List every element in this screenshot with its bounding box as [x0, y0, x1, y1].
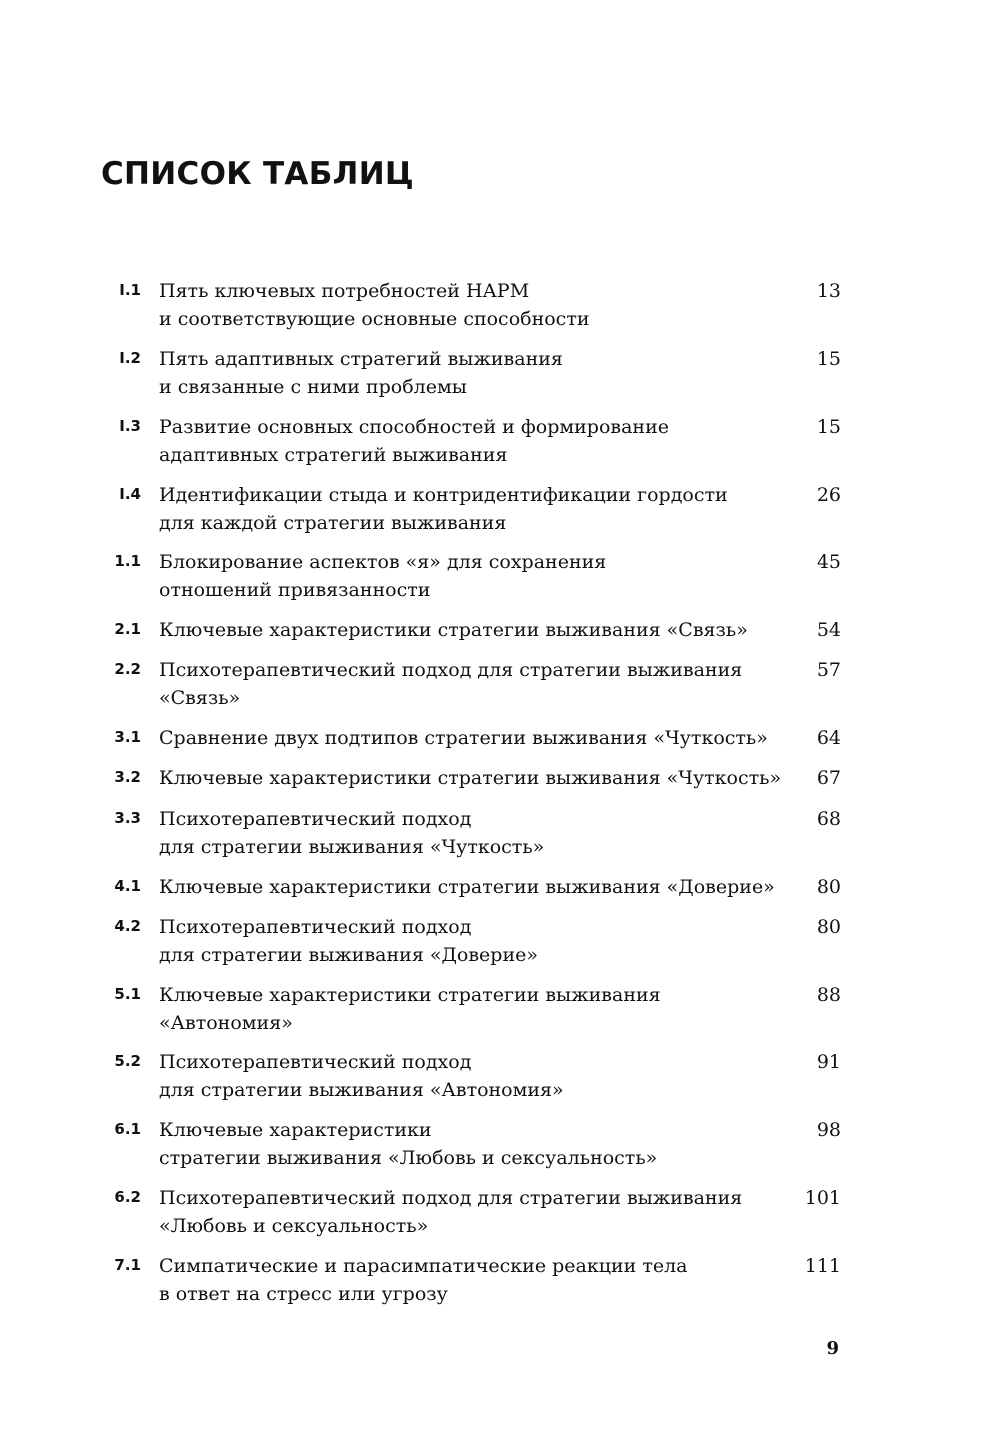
entry-title: Психотерапевтический подход для стратегии выживания «Связь»: [159, 659, 743, 709]
entry-number: 2.1: [114, 620, 141, 638]
list-item: [101, 1117, 841, 1177]
entry-number: 6.2: [114, 1188, 141, 1206]
entry-title: Развитие основных способностей и формирование адаптивных стратегий выживания: [159, 416, 669, 466]
entry-title: Психотерапевтический подход для стратегии выживания «Чуткость»: [159, 808, 545, 858]
list-item: [101, 346, 841, 406]
list-item: [101, 982, 841, 1042]
entry-title: Сравнение двух подтипов стратегии выживания «Чуткость»: [159, 727, 768, 749]
entry-page: 45: [816, 551, 841, 573]
entry-title: Идентификации стыда и контридентификации гордости для каждой стратегии выживания: [159, 484, 728, 534]
entry-number: 5.1: [114, 985, 141, 1003]
entry-page: 68: [816, 808, 841, 830]
entry-number: 2.2: [114, 660, 141, 678]
entry-title: Ключевые характеристики стратегии выживания «Автономия»: [159, 984, 661, 1034]
entry-page: 15: [816, 348, 841, 370]
page-title: СПИСОК ТАБЛИЦ: [101, 156, 414, 192]
entry-page: 91: [816, 1051, 841, 1073]
entry-title: Блокирование аспектов «я» для сохранения отношений привязанности: [159, 551, 607, 601]
entry-page: 64: [816, 727, 841, 749]
entry-number: 3.1: [114, 728, 141, 746]
entry-page: 26: [816, 484, 841, 506]
entry-page: 88: [816, 984, 841, 1006]
entry-number: 3.3: [114, 809, 141, 827]
entry-page: 101: [804, 1187, 841, 1209]
entry-title: Симпатические и парасимпатические реакции тела в ответ на стресс или угрозу: [159, 1255, 688, 1305]
list-item: [101, 657, 841, 717]
entry-number: 4.2: [114, 917, 141, 935]
list-item: [101, 1253, 841, 1313]
entry-title: Ключевые характеристики стратегии выживания «Чуткость»: [159, 767, 782, 789]
entry-page: 67: [816, 767, 841, 789]
entry-title: Ключевые характеристики стратегии выживания «Доверие»: [159, 876, 775, 898]
entry-page: 98: [816, 1119, 841, 1141]
entry-page: 13: [816, 280, 841, 302]
list-item: [101, 414, 841, 474]
entry-title: Пять адаптивных стратегий выживания и связанные с ними проблемы: [159, 348, 563, 398]
list-item: [101, 806, 841, 866]
entry-page: 15: [816, 416, 841, 438]
entry-number: 5.2: [114, 1052, 141, 1070]
entry-title: Ключевые характеристики стратегии выживания «Любовь и сексуальность»: [159, 1119, 658, 1169]
entry-page: 54: [816, 619, 841, 641]
entry-title: Психотерапевтический подход для стратегии выживания «Любовь и сексуальность»: [159, 1187, 743, 1237]
entry-page: 80: [816, 916, 841, 938]
entry-number: 4.1: [114, 877, 141, 895]
list-item: [101, 1185, 841, 1245]
entry-number: I.3: [119, 417, 141, 435]
list-item: [101, 482, 841, 542]
entry-number: 3.2: [114, 768, 141, 786]
entry-page: 80: [816, 876, 841, 898]
entry-title: Психотерапевтический подход для стратегии выживания «Доверие»: [159, 916, 538, 966]
entry-page: 111: [804, 1255, 841, 1277]
list-item: [101, 914, 841, 974]
list-item: [101, 1049, 841, 1109]
entry-title: Ключевые характеристики стратегии выживания «Связь»: [159, 619, 748, 641]
list-item: [101, 278, 841, 338]
entry-number: 6.1: [114, 1120, 141, 1138]
entry-title: Психотерапевтический подход для стратегии выживания «Автономия»: [159, 1051, 564, 1101]
entry-number: I.2: [119, 349, 141, 367]
list-item: [101, 549, 841, 609]
entry-number: 7.1: [114, 1256, 141, 1274]
entry-page: 57: [816, 659, 841, 681]
entry-number: I.4: [119, 485, 141, 503]
entry-title: Пять ключевых потребностей НАРМ и соответствующие основные способности: [159, 280, 590, 330]
page-number: 9: [826, 1338, 839, 1359]
entry-number: 1.1: [114, 552, 141, 570]
entry-number: I.1: [119, 281, 141, 299]
